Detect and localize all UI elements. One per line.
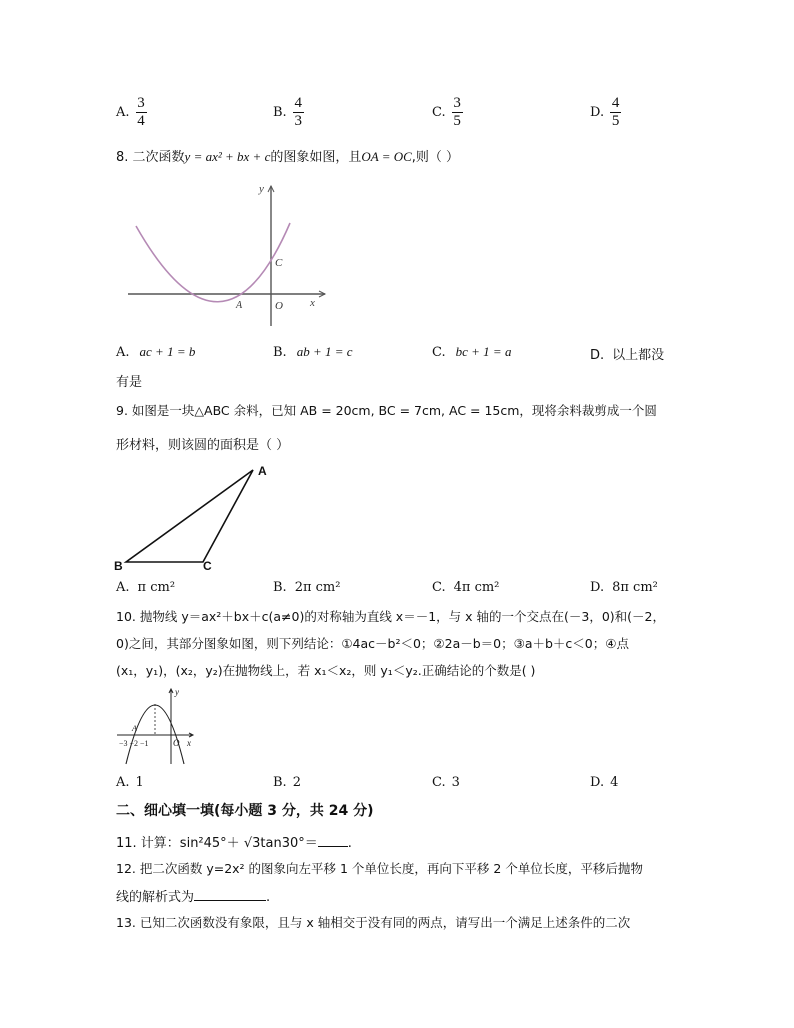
q9-option-d: D. 8π cm² <box>590 580 658 595</box>
vertex-a-label: A <box>258 464 267 478</box>
point-a-label: A <box>236 300 243 311</box>
x-axis-label: x <box>187 738 191 748</box>
q12-stem-line1: 12. 把二次函数 y=2x² 的图象向左平移 1 个单位长度，再向下平移 2 个单位长度，平移后抛物 <box>116 861 643 876</box>
q9-option-a: A. π cm² <box>116 580 176 595</box>
answer-blank[interactable] <box>194 900 266 901</box>
q12-stem-line2: 线的解析式为 . <box>116 890 271 905</box>
tick-labels: −3 −2 −1 <box>119 739 149 748</box>
q7-option-a: A. $\frac{3}{4}$ <box>116 95 145 129</box>
q10-parabola-figure <box>115 686 200 768</box>
q8-option-d-wrap: 有是 <box>116 375 143 390</box>
q8-option-b: B. ab + 1 = c <box>273 344 353 360</box>
point-c-label: C <box>275 257 283 269</box>
q8-option-d: D. 以上都没 <box>590 348 665 363</box>
x-axis-label: x <box>310 297 315 309</box>
origin-label: O <box>275 300 283 312</box>
vertex-b-label: B <box>114 559 123 573</box>
q10-stem-line2: 0)之间，其部分图象如图，则下列结论：①4ac－b²＜0；②2a－b＝0；③a＋b＋c＜0；④点 <box>116 636 629 651</box>
q10-stem-line3: (x₁，y₁)，(x₂，y₂)在抛物线上，若 x₁＜x₂，则 y₁＜y₂.正确结论的个数是( ) <box>116 663 536 678</box>
q9-option-c: C. 4π cm² <box>432 580 500 595</box>
fraction: $\frac{3}{4}$ <box>137 95 145 129</box>
q13-stem-line1: 13. 已知二次函数没有象限，且与 x 轴相交于没有同的两点，请写出一个满足上述条件的二次 <box>116 915 631 930</box>
q7-option-c: C. $\frac{3}{5}$ <box>432 95 461 129</box>
q8-option-a: A. ac + 1 = b <box>116 344 196 360</box>
q8-parabola-figure <box>120 178 340 333</box>
point-a-label: A <box>132 724 137 733</box>
q8-stem: 8. 二次函数y = ax² + bx + c的图象如图，且OA = OC,则（ ） <box>116 149 460 165</box>
q10-option-c: C. 3 <box>432 775 460 790</box>
q7-option-d: D. $\frac{4}{5}$ <box>590 95 620 129</box>
q9-stem-line2: 形材料，则该圆的面积是（ ） <box>116 438 290 453</box>
q10-option-b: B. 2 <box>273 775 301 790</box>
q9-stem-line1: 9. 如图是一块△ABC 余料，已知 AB = 20cm, BC = 7cm, AC = 15cm，现将余料裁剪成一个圆 <box>116 403 657 418</box>
vertex-c-label: C <box>203 559 212 573</box>
q9-option-b: B. 2π cm² <box>273 580 341 595</box>
q8-option-c: C. bc + 1 = a <box>432 344 512 360</box>
q11-stem: 11. 计算：sin²45°＋ √3tan30°＝ . <box>116 836 352 851</box>
answer-blank[interactable] <box>318 846 348 847</box>
parabola-curve <box>136 223 290 302</box>
q10-option-d: D. 4 <box>590 775 619 790</box>
fraction: $\frac{3}{5}$ <box>453 95 461 129</box>
y-axis-label: y <box>175 687 179 697</box>
fraction: $\frac{4}{3}$ <box>294 95 302 129</box>
origin-label: O <box>173 738 180 748</box>
q9-triangle-figure <box>112 462 272 574</box>
q10-stem-line1: 10. 抛物线 y＝ax²＋bx＋c(a≠0)的对称轴为直线 x＝－1，与 x 轴的一个交点在(－3，0)和(－2， <box>116 609 665 624</box>
section-heading: 二、细心填一填(每小题 3 分，共 24 分) <box>116 803 374 819</box>
fraction: $\frac{4}{5}$ <box>611 95 620 129</box>
y-axis-label: y <box>259 183 264 195</box>
q10-option-a: A. 1 <box>116 775 144 790</box>
q7-option-b: B. $\frac{4}{3}$ <box>273 95 302 129</box>
triangle-abc <box>126 470 253 562</box>
